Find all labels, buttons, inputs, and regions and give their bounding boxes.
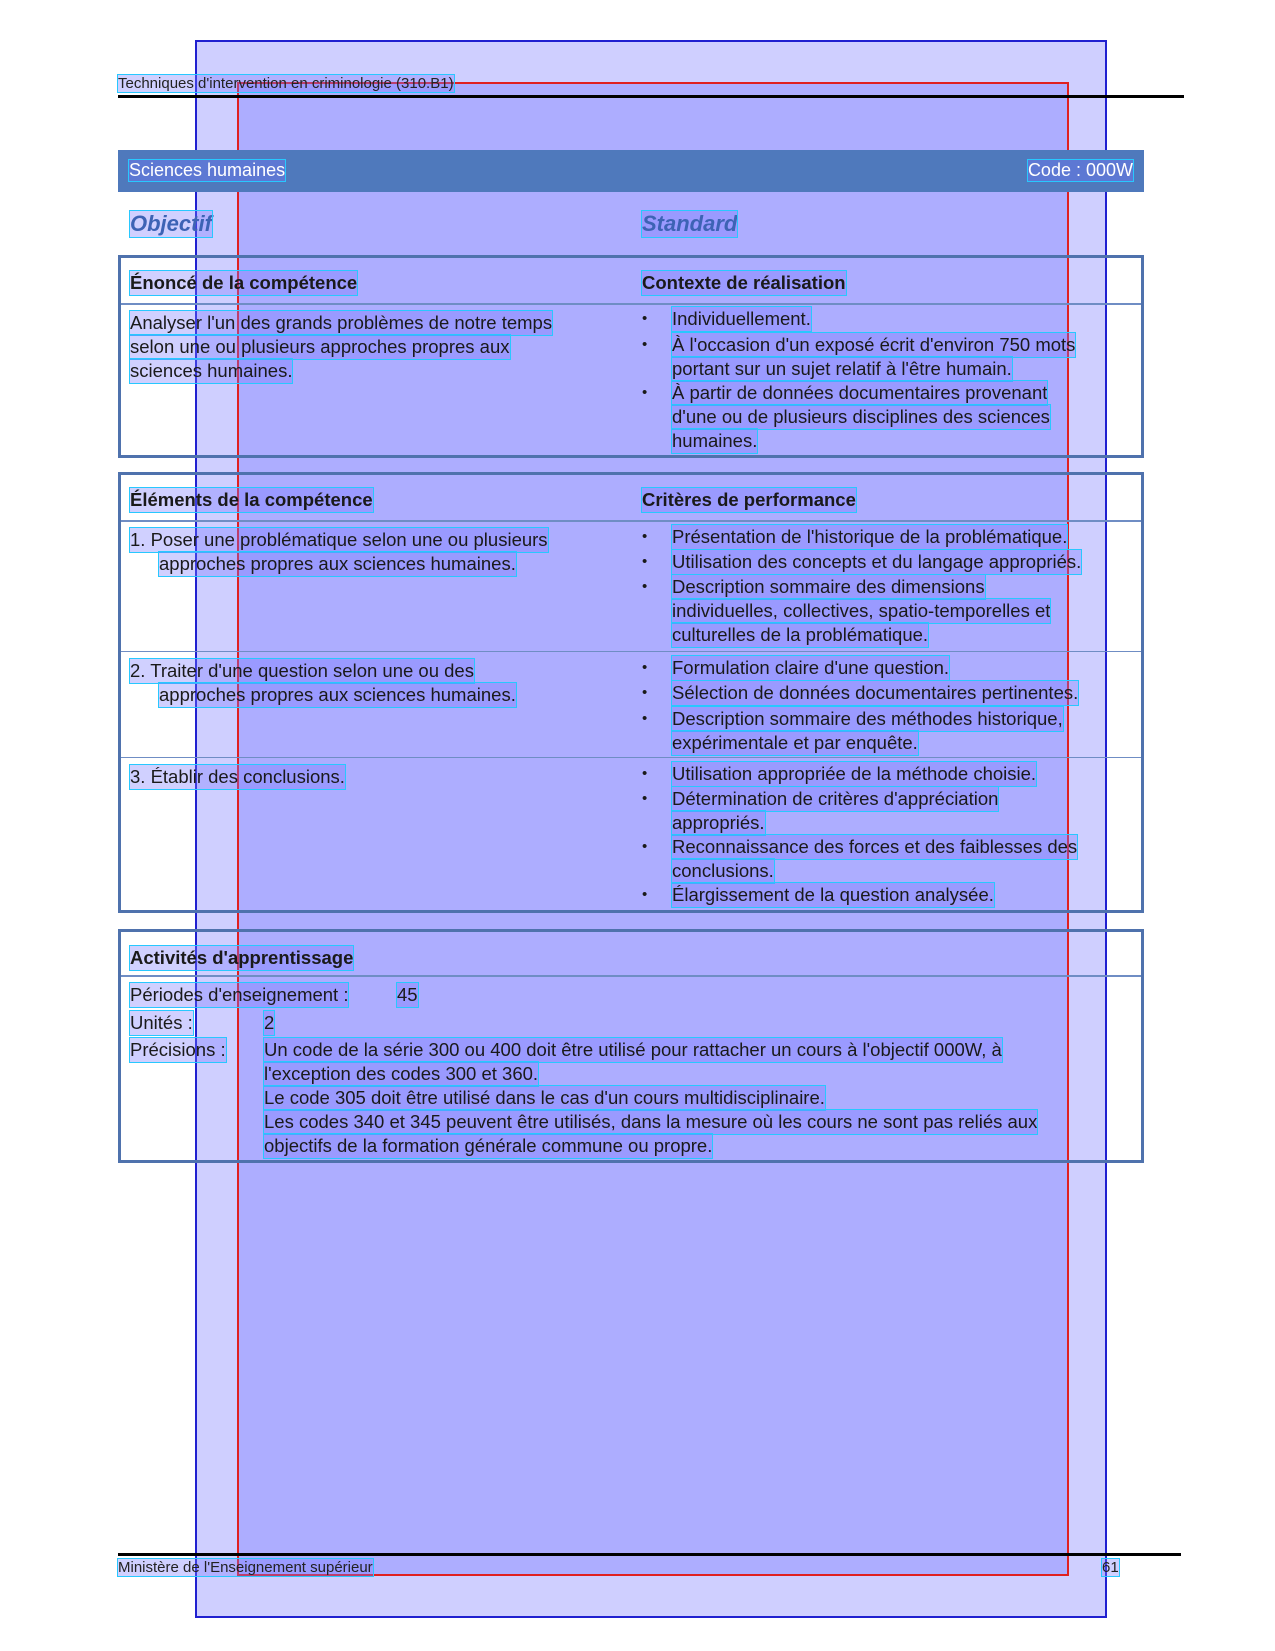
criterion-item: Utilisation des concepts et du langage appropriés. xyxy=(672,551,1082,572)
context-item-cont: humaines. xyxy=(672,430,758,451)
enonce-heading: Énoncé de la compétence xyxy=(130,272,358,293)
criterion-item: Détermination de critères d'appréciation xyxy=(672,788,999,809)
precisions-line: l'exception des codes 300 et 360. xyxy=(264,1063,539,1084)
bullet: • xyxy=(642,886,648,903)
bullet: • xyxy=(642,684,648,701)
bullet: • xyxy=(642,578,648,595)
contexte-heading: Contexte de réalisation xyxy=(642,272,846,293)
precisions-line: Un code de la série 300 ou 400 doit être utilisé pour rattacher un cours à l'objectif 000W, à xyxy=(264,1039,1002,1060)
context-item-cont: d'une ou de plusieurs disciplines des sciences xyxy=(672,406,1050,427)
bullet: • xyxy=(642,710,648,727)
element-line: approches propres aux sciences humaines. xyxy=(159,684,516,705)
elements-heading: Éléments de la compétence xyxy=(130,489,373,510)
precisions-line: Le code 305 doit être utilisé dans le cas d'un cours multidisciplinaire. xyxy=(264,1087,825,1108)
criterion-item: Utilisation appropriée de la méthode choisie. xyxy=(672,763,1037,784)
unites-label: Unités : xyxy=(130,1012,193,1033)
element-line: 1. Poser une problématique selon une ou plusieurs xyxy=(130,529,548,550)
bullet: • xyxy=(642,790,648,807)
row-divider xyxy=(121,651,1141,652)
bullet: • xyxy=(642,310,648,327)
precisions-label: Précisions : xyxy=(130,1039,226,1060)
section-divider xyxy=(121,303,1141,305)
header-rule xyxy=(118,95,1184,98)
discipline-bar xyxy=(118,150,1144,192)
criteres-heading: Critères de performance xyxy=(642,489,856,510)
bullet: • xyxy=(642,384,648,401)
precisions-line: Les codes 340 et 345 peuvent être utilisés, dans la mesure où les cours ne sont pas reliés aux xyxy=(264,1111,1038,1132)
enonce-line: Analyser l'un des grands problèmes de notre temps xyxy=(130,312,553,333)
discipline-label: Sciences humaines xyxy=(129,160,286,180)
precisions-line: objectifs de la formation générale commune ou propre. xyxy=(264,1135,713,1156)
bullet: • xyxy=(642,659,648,676)
criterion-item: Formulation claire d'une question. xyxy=(672,657,950,678)
element-line: 2. Traiter d'une question selon une ou des xyxy=(130,660,474,681)
competence-box xyxy=(118,255,1144,458)
row-divider xyxy=(121,757,1141,758)
bullet: • xyxy=(642,765,648,782)
bullet: • xyxy=(642,838,648,855)
running-head: Techniques d'intervention en criminologie (310.B1) xyxy=(118,75,454,92)
section-divider xyxy=(121,975,1141,977)
footer-rule xyxy=(118,1553,1181,1556)
criterion-item: Présentation de l'historique de la problématique. xyxy=(672,526,1068,547)
element-line: approches propres aux sciences humaines. xyxy=(159,553,516,574)
elements-box xyxy=(118,472,1144,913)
activites-heading: Activités d'apprentissage xyxy=(130,947,354,968)
context-item: Individuellement. xyxy=(672,308,811,329)
page-number: 61 xyxy=(1102,1559,1119,1576)
enonce-line: selon une ou plusieurs approches propres aux xyxy=(130,336,510,357)
code-label: Code : 000W xyxy=(1027,160,1133,180)
section-divider xyxy=(121,520,1141,522)
criterion-item: Reconnaissance des forces et des faiblesses des xyxy=(672,836,1078,857)
activites-box xyxy=(118,929,1144,1163)
criterion-item-cont: conclusions. xyxy=(672,860,774,881)
bullet: • xyxy=(642,336,648,353)
criterion-item: Sélection de données documentaires pertinentes. xyxy=(672,682,1079,703)
criterion-item: Description sommaire des dimensions xyxy=(672,576,985,597)
criterion-item: Élargissement de la question analysée. xyxy=(672,884,994,905)
bullet: • xyxy=(642,528,648,545)
bullet: • xyxy=(642,553,648,570)
periodes-value: 45 xyxy=(397,984,418,1005)
criterion-item-cont: expérimentale et par enquête. xyxy=(672,732,918,753)
criterion-item-cont: individuelles, collectives, spatio-temporelles et xyxy=(672,600,1051,621)
objectif-title: Objectif xyxy=(130,211,212,236)
context-item: À l'occasion d'un exposé écrit d'environ 750 mots xyxy=(672,334,1076,355)
element-line: 3. Établir des conclusions. xyxy=(130,766,345,787)
context-item: À partir de données documentaires provenant xyxy=(672,382,1048,403)
criterion-item: Description sommaire des méthodes historique, xyxy=(672,708,1063,729)
periodes-label: Périodes d'enseignement : xyxy=(130,984,349,1005)
criterion-item-cont: appropriés. xyxy=(672,812,765,833)
context-item-cont: portant sur un sujet relatif à l'être humain. xyxy=(672,358,1012,379)
standard-title: Standard xyxy=(642,211,738,236)
enonce-line: sciences humaines. xyxy=(130,360,293,381)
criterion-item-cont: culturelles de la problématique. xyxy=(672,624,929,645)
footer-ministry: Ministère de l'Enseignement supérieur xyxy=(118,1559,373,1576)
unites-value: 2 xyxy=(264,1012,275,1033)
